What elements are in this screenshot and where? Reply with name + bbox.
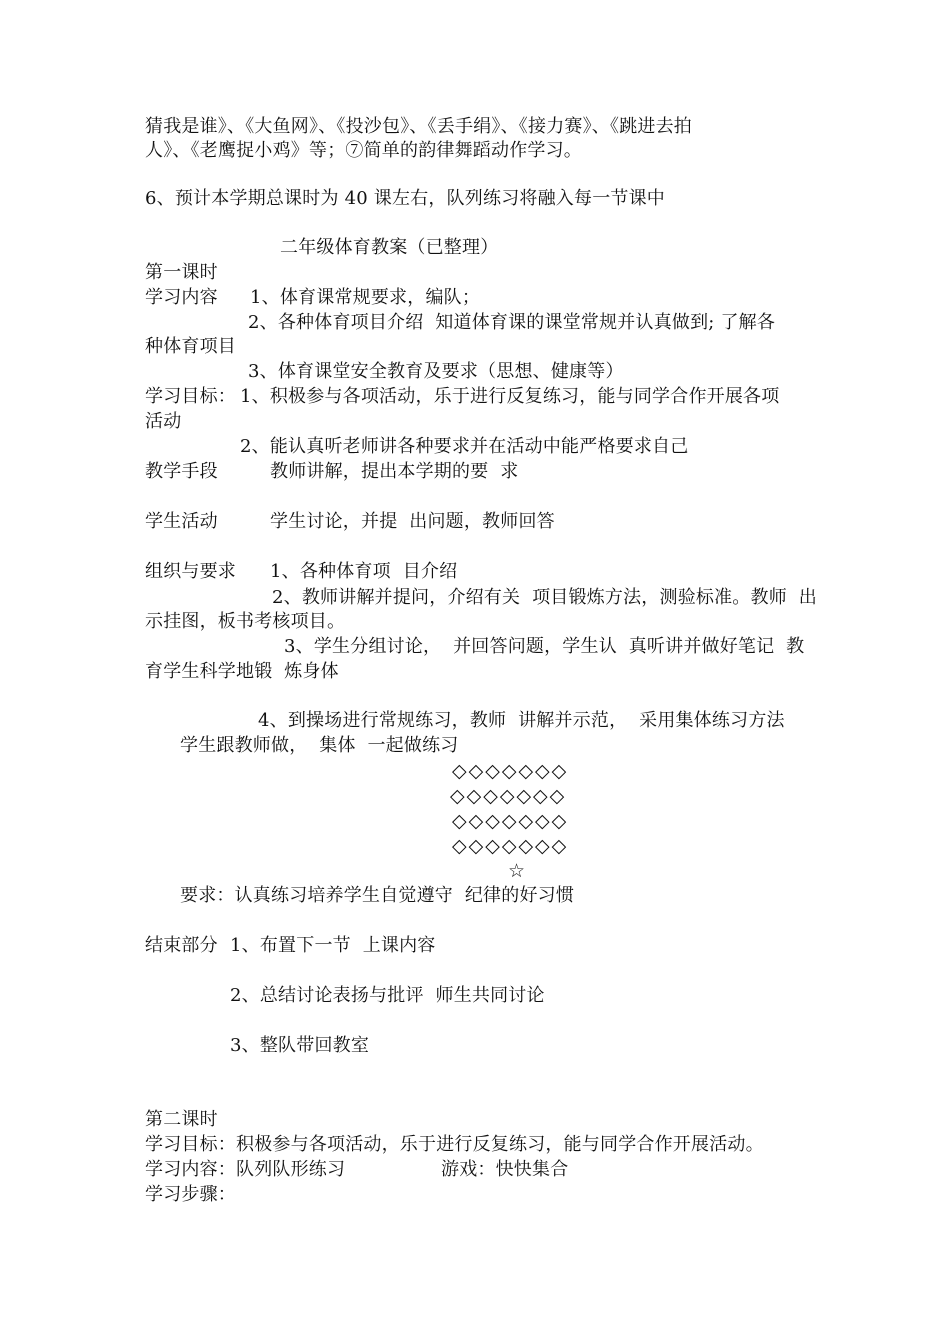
lesson2-goal: 学习目标：积极参与各项活动，乐于进行反复练习，能与同学合作开展活动。: [145, 1134, 764, 1155]
goal-item-2: 2、能认真听老师讲各种要求并在活动中能严格要求自己: [240, 436, 689, 457]
organization-item-2b: 示挂图，板书考核项目。: [145, 611, 346, 632]
intro-line-1: 猜我是谁》、《大鱼网》、《投沙包》、《丢手绢》、《接力赛》、《跳进去拍: [145, 116, 692, 137]
formation-row: ◇◇◇◇◇◇◇: [452, 760, 569, 782]
ending-item-3: 3、整队带回教室: [230, 1035, 370, 1056]
lesson2-content: 学习内容：队列队形练习: [145, 1159, 346, 1180]
content-item-3: 3、体育课堂安全教育及要求（思想、健康等）: [248, 361, 624, 382]
organization-item-4b: 学生跟教师做， 集体 一起做练习: [180, 735, 459, 756]
content-label: 学习内容: [145, 287, 218, 308]
content-item-2b: 种体育项目: [145, 336, 236, 357]
ending-item-2: 2、总结讨论表扬与批评 师生共同讨论: [230, 985, 545, 1006]
formation-row: ◇◇◇◇◇◇◇: [450, 785, 567, 807]
requirement-text: 要求：认真练习培养学生自觉遵守 纪律的好习惯: [180, 885, 575, 906]
goal-item-1b: 活动: [145, 411, 182, 432]
intro-line-2: 人》、《老鹰捉小鸡》等；⑦简单的韵律舞蹈动作学习。: [145, 140, 582, 161]
lesson2-heading: 第二课时: [145, 1109, 218, 1130]
content-item-2a: 2、各种体育项目介绍 知道体育课的课堂常规并认真做到; 了解各: [248, 312, 776, 333]
organization-item-2a: 2、教师讲解并提问，介绍有关 项目锻炼方法，测验标准。教师 出: [272, 587, 817, 608]
organization-item-1: 1、各种体育项 目介绍: [270, 561, 458, 582]
organization-label: 组织与要求: [145, 561, 236, 582]
organization-item-3a: 3、学生分组讨论， 并回答问题，学生认 真听讲并做好笔记 教: [284, 636, 805, 657]
formation-row: ◇◇◇◇◇◇◇: [452, 810, 569, 832]
ending-label: 结束部分: [145, 935, 218, 956]
organization-item-4a: 4、到操场进行常规练习，教师 讲解并示范， 采用集体练习方法: [258, 710, 785, 731]
means-label: 教学手段: [145, 461, 218, 482]
ending-item-1: 1、布置下一节 上课内容: [230, 935, 436, 956]
student-activity-text: 学生讨论，并提 出问题，教师回答: [270, 511, 555, 532]
organization-item-3b: 育学生科学地锻 炼身体: [145, 661, 339, 682]
goal-label: 学习目标：: [145, 386, 236, 407]
lesson2-game: 游戏：快快集合: [441, 1159, 569, 1180]
intro-line-3: 6、预计本学期总课时为 40 课左右，队列练习将融入每一节课中: [145, 188, 665, 209]
lesson1-heading: 第一课时: [145, 262, 218, 283]
goal-item-1a: 1、积极参与各项活动，乐于进行反复练习，能与同学合作开展各项: [240, 386, 780, 407]
document-title: 二年级体育教案（已整理）: [280, 237, 499, 258]
formation-row: ◇◇◇◇◇◇◇: [452, 835, 569, 857]
student-activity-label: 学生活动: [145, 511, 218, 532]
means-text: 教师讲解，提出本学期的要 求: [270, 461, 519, 482]
content-item-1: 1、体育课常规要求，编队；: [250, 287, 481, 308]
lesson2-steps-label: 学习步骤：: [145, 1184, 236, 1205]
teacher-star-icon: ☆: [508, 860, 528, 882]
